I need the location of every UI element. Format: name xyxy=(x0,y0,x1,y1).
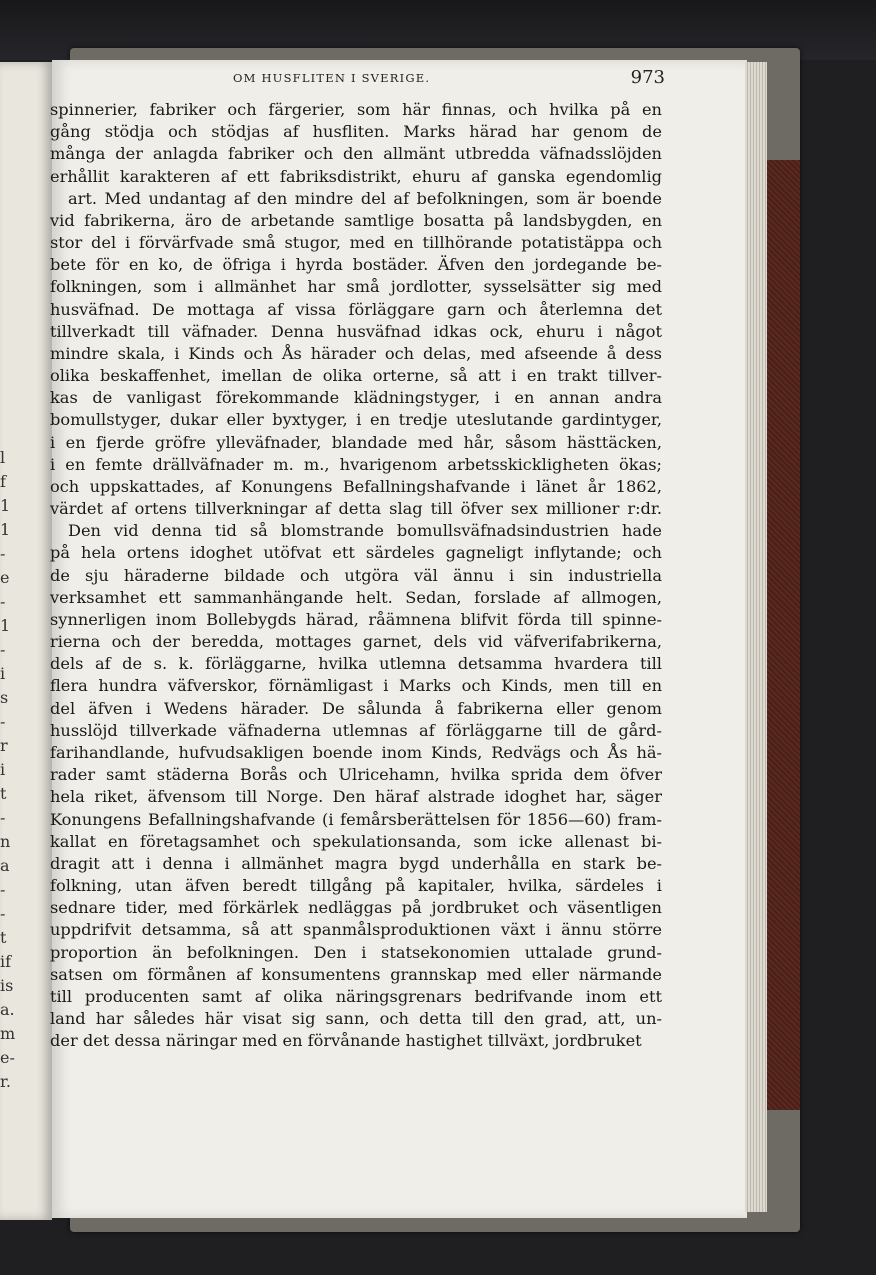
left-page-fragment: n xyxy=(0,832,11,851)
text-line: der det dessa näringar med en förvånande hastighet tillväxt, jordbruket xyxy=(50,1031,642,1051)
text-line: dels af de s. k. förläggarne, hvilka utlemna detsamma hvardera till xyxy=(50,654,662,674)
text-line: bomullstyger, dukar eller byxtyger, i en tredje uteslutande gardintyger, xyxy=(50,410,662,430)
left-page-fragment: t xyxy=(0,928,7,947)
running-title: OM HUSFLITEN I SVERIGE. xyxy=(233,71,431,85)
left-page-fragment: a. xyxy=(0,1000,15,1019)
left-page-fragment: - xyxy=(0,904,6,923)
left-page-fragment: e xyxy=(0,568,10,587)
page-stack-edges xyxy=(745,62,767,1212)
left-page-fragment: m xyxy=(0,1024,16,1043)
left-page-edge xyxy=(0,62,52,1220)
left-page-fragment: - xyxy=(0,712,6,731)
text-line: land har således här visat sig sann, och detta till den grad, att, un- xyxy=(50,1009,662,1029)
left-page-fragment: s xyxy=(0,688,9,707)
left-page-fragment: l xyxy=(0,448,6,467)
page-number: 973 xyxy=(630,67,665,88)
left-page-fragment: t xyxy=(0,784,7,803)
text-line: tillverkadt till väfnader. Denna husväfnad idkas ock, ehuru i något xyxy=(50,321,662,341)
text-line: satsen om förmånen af konsumentens grannskap med eller närmande xyxy=(50,964,662,984)
text-line: i en fjerde gröfre ylleväfnader, blandade med hår, såsom hästtäcken, xyxy=(50,432,662,452)
left-page-fragment: e- xyxy=(0,1048,15,1067)
text-line: många der anlagda fabriker och den allmänt utbredda väfnadsslöjden xyxy=(50,144,662,164)
text-line: rierna och der beredda, mottages garnet, dels vid väfverifabrikerna, xyxy=(50,632,662,652)
left-page-fragment: - xyxy=(0,808,6,827)
text-line: de sju häraderne bildade och utgöra väl ännu i sin industriella xyxy=(50,565,662,585)
left-page-fragment: i xyxy=(0,760,6,779)
left-page-fragment: r xyxy=(0,736,8,755)
left-page-fragment: 1 xyxy=(0,520,11,539)
text-line: till producenten samt af olika näringsgrenars bedrifvande inom ett xyxy=(50,986,662,1006)
text-line: art. Med undantag af den mindre del af befolkningen, som är boende xyxy=(68,188,662,208)
text-line: proportion än befolkningen. Den i statsekonomien uttalade grund- xyxy=(50,942,662,962)
text-line: verksamhet ett sammanhängande helt. Sedan, forslade af allmogen, xyxy=(50,587,662,607)
text-line: dragit att i denna i allmänhet magra bygd underhålla en stark be- xyxy=(50,853,662,873)
left-page-fragment: is xyxy=(0,976,14,995)
text-line: erhållit karakteren af ett fabriksdistrikt, ehuru af ganska egendomlig xyxy=(50,166,662,186)
left-page-fragment: a xyxy=(0,856,10,875)
text-line: farihandlande, hufvudsakligen boende inom Kinds, Redvägs och Ås hä- xyxy=(50,742,662,762)
left-page-fragment: - xyxy=(0,880,6,899)
text-line: gång stödja och stödjas af husfliten. Marks härad har genom de xyxy=(50,122,662,142)
left-page-fragment: 1 xyxy=(0,496,11,515)
text-line: flera hundra väfverskor, förnämligast i Marks och Kinds, men till en xyxy=(50,676,662,696)
text-line: husväfnad. De mottaga af vissa förläggare garn och återlemna det xyxy=(50,299,662,319)
left-page-fragment: - xyxy=(0,640,6,659)
left-page-fragment: f xyxy=(0,472,6,491)
text-line: stor del i förvärfvade små stugor, med en tillhörande potatistäppa och xyxy=(50,233,662,253)
text-line: Den vid denna tid så blomstrande bomullsväfnadsindustrien hade xyxy=(68,521,662,541)
left-page-fragment: 1 xyxy=(0,616,11,635)
text-line: värdet af ortens tillverkningar af detta slag till öfver sex millioner r:dr. xyxy=(50,499,662,519)
text-line: spinnerier, fabriker och färgerier, som här finnas, och hvilka på en xyxy=(50,100,662,119)
text-line: del äfven i Wedens härader. De sålunda å fabrikerna eller genom xyxy=(50,698,662,718)
page-header xyxy=(53,69,665,89)
text-line: olika beskaffenhet, imellan de olika orterne, så att i en trakt tillver- xyxy=(50,366,662,386)
text-line: och uppskattades, af Konungens Befallningshafvande i länet år 1862, xyxy=(50,476,662,496)
text-line: rader samt städerna Borås och Ulricehamn, hvilka sprida dem öfver xyxy=(50,765,662,785)
body-text xyxy=(50,99,662,1052)
text-line: på hela ortens idoghet utöfvat ett särdeles gagneligt inflytande; och xyxy=(50,543,662,563)
text-line: bete för en ko, de öfriga i hyrda bostäder. Äfven den jordegande be- xyxy=(50,255,662,275)
left-page-fragment: if xyxy=(0,952,12,971)
text-line: folkning, utan äfven beredt tillgång på kapitaler, hvilka, särdeles i xyxy=(50,876,662,896)
left-page-fragment: i xyxy=(0,664,6,683)
text-line: uppdrifvit detsamma, så att spanmålsproduktionen växt i ännu större xyxy=(50,920,662,940)
left-page-fragment: r. xyxy=(0,1072,11,1091)
left-page-fragment: - xyxy=(0,544,6,563)
text-line: husslöjd tillverkade väfnaderna utlemnas af förläggarne till de gård- xyxy=(50,720,662,740)
text-line: sednare tider, med förkärlek nedläggas på jordbruket och väsentligen xyxy=(50,898,662,918)
text-line: folkningen, som i allmänhet har små jordlotter, sysselsätter sig med xyxy=(50,277,662,297)
text-line: vid fabrikerna, äro de arbetande samtlige bosatta på landsbygden, en xyxy=(50,210,662,230)
left-page-fragment: - xyxy=(0,592,6,611)
text-line: hela riket, äfvensom till Norge. Den häraf alstrade idoghet har, säger xyxy=(50,787,662,807)
text-line: mindre skala, i Kinds och Ås härader och delas, med afseende å dess xyxy=(50,343,662,363)
text-line: i en femte drällväfnader m. m., hvarigenom arbetsskickligheten ökas; xyxy=(50,454,662,474)
text-line: kas de vanligast förekommande klädningstyger, i en annan andra xyxy=(50,388,662,408)
text-line: Konungens Befallningshafvande (i femårsberättelsen för 1856—60) fram- xyxy=(50,809,662,829)
text-line: kallat en företagsamhet och spekulationsanda, som icke allenast bi- xyxy=(50,831,662,851)
text-line: synnerligen inom Bollebygds härad, råämnena blifvit förda till spinne- xyxy=(50,609,662,629)
